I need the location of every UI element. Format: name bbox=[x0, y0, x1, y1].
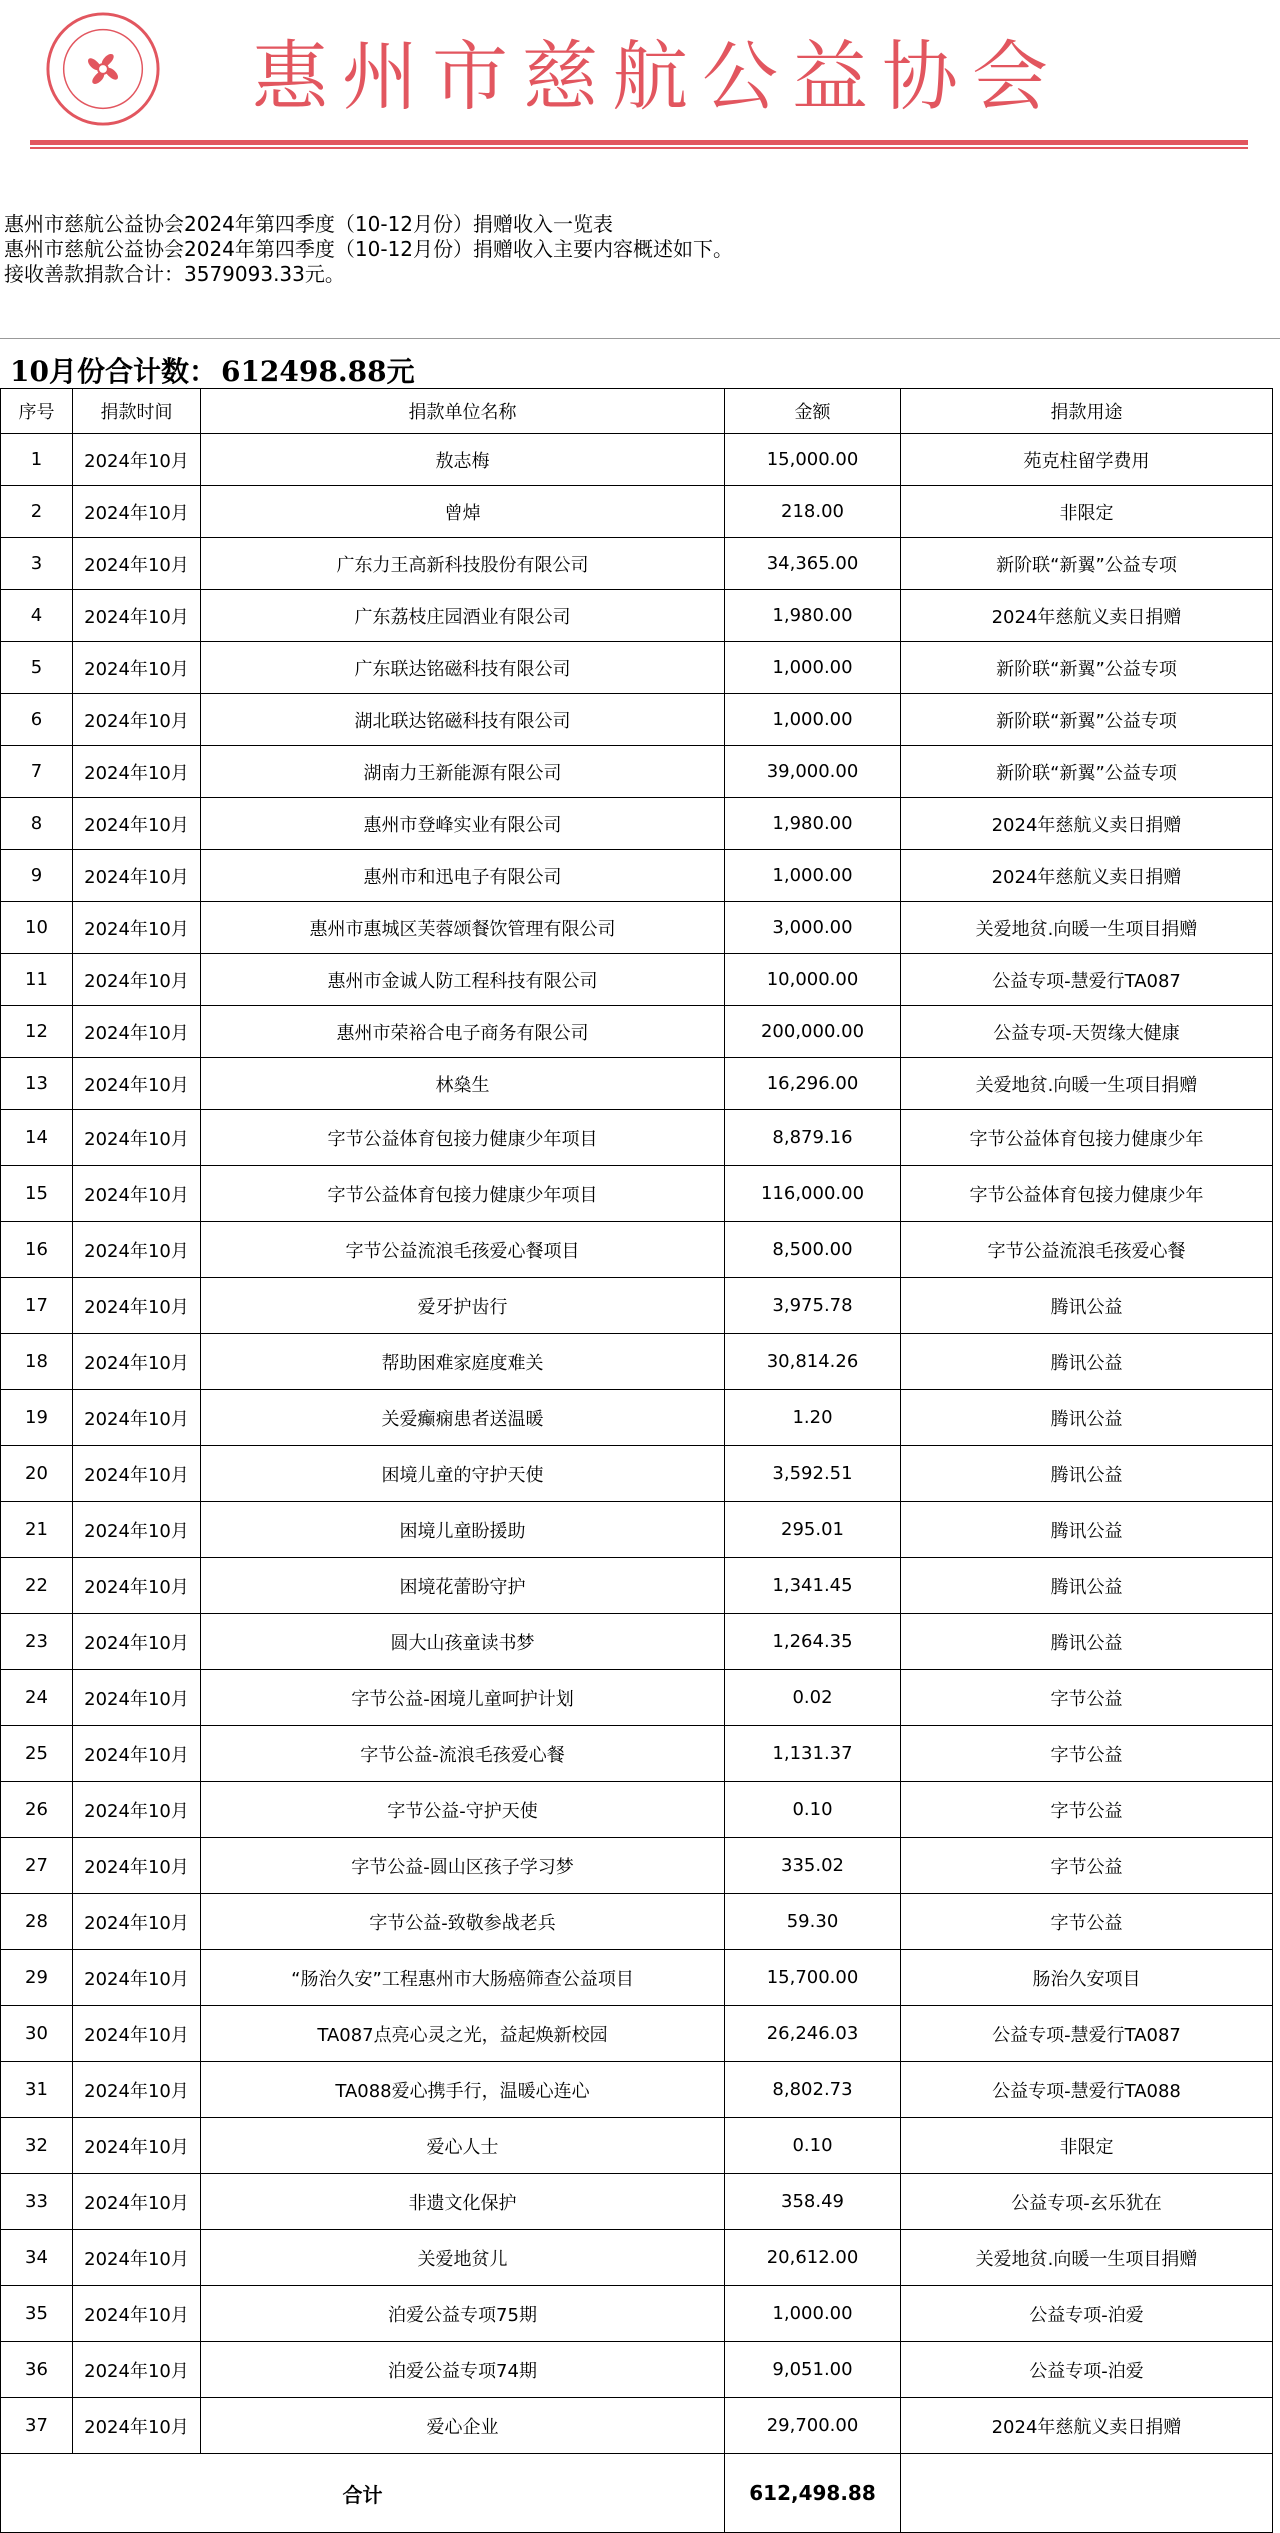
row-donor: 惠州市金诚人防工程科技有限公司 bbox=[201, 954, 725, 1006]
row-seq: 31 bbox=[1, 2062, 73, 2118]
row-donor: 爱心人士 bbox=[201, 2118, 725, 2174]
table-row bbox=[1, 1894, 1273, 1950]
row-amount: 10,000.00 bbox=[725, 954, 901, 1006]
row-seq: 26 bbox=[1, 1782, 73, 1838]
row-donor: 字节公益流浪毛孩爱心餐项目 bbox=[201, 1222, 725, 1278]
row-purpose: 关爱地贫.向暖一生项目捐赠 bbox=[901, 1058, 1273, 1110]
intro-text bbox=[4, 212, 733, 287]
row-donor: 帮助困难家庭度难关 bbox=[201, 1334, 725, 1390]
row-amount: 30,814.26 bbox=[725, 1334, 901, 1390]
row-seq: 28 bbox=[1, 1894, 73, 1950]
row-purpose: 腾讯公益 bbox=[901, 1390, 1273, 1446]
row-purpose: 公益专项-天贺缘大健康 bbox=[901, 1006, 1273, 1058]
row-purpose: 关爱地贫.向暖一生项目捐赠 bbox=[901, 2230, 1273, 2286]
header-amount: 金额 bbox=[725, 389, 901, 434]
table-row bbox=[1, 538, 1273, 590]
row-amount: 16,296.00 bbox=[725, 1058, 901, 1110]
row-amount: 1,000.00 bbox=[725, 850, 901, 902]
row-amount: 29,700.00 bbox=[725, 2398, 901, 2454]
row-purpose: 2024年慈航义卖日捐赠 bbox=[901, 590, 1273, 642]
row-date: 2024年10月 bbox=[73, 2118, 201, 2174]
row-seq: 3 bbox=[1, 538, 73, 590]
table-row bbox=[1, 1058, 1273, 1110]
row-date: 2024年10月 bbox=[73, 746, 201, 798]
row-donor: 字节公益体育包接力健康少年项目 bbox=[201, 1166, 725, 1222]
table-row bbox=[1, 1166, 1273, 1222]
table-row bbox=[1, 1950, 1273, 2006]
row-date: 2024年10月 bbox=[73, 1726, 201, 1782]
row-amount: 15,000.00 bbox=[725, 434, 901, 486]
row-purpose: 字节公益 bbox=[901, 1838, 1273, 1894]
total-empty bbox=[901, 2454, 1273, 2533]
row-donor: 爱心企业 bbox=[201, 2398, 725, 2454]
row-seq: 5 bbox=[1, 642, 73, 694]
row-donor: 惠州市惠城区芙蓉颂餐饮管理有限公司 bbox=[201, 902, 725, 954]
row-donor: 湖北联达铭磁科技有限公司 bbox=[201, 694, 725, 746]
intro-line-2: 惠州市慈航公益协会2024年第四季度（10-12月份）捐赠收入主要内容概述如下。 bbox=[4, 237, 734, 261]
row-donor: 爱牙护齿行 bbox=[201, 1278, 725, 1334]
month-total-label: 10月份合计数： bbox=[10, 355, 217, 388]
header-donor: 捐款单位名称 bbox=[201, 389, 725, 434]
row-purpose: 2024年慈航义卖日捐赠 bbox=[901, 850, 1273, 902]
row-purpose: 非限定 bbox=[901, 486, 1273, 538]
row-date: 2024年10月 bbox=[73, 1222, 201, 1278]
table-row bbox=[1, 1006, 1273, 1058]
table-row bbox=[1, 642, 1273, 694]
row-date: 2024年10月 bbox=[73, 434, 201, 486]
row-seq: 25 bbox=[1, 1726, 73, 1782]
row-seq: 4 bbox=[1, 590, 73, 642]
row-seq: 12 bbox=[1, 1006, 73, 1058]
row-amount: 26,246.03 bbox=[725, 2006, 901, 2062]
row-seq: 33 bbox=[1, 2174, 73, 2230]
row-donor: 字节公益体育包接力健康少年项目 bbox=[201, 1110, 725, 1166]
row-date: 2024年10月 bbox=[73, 1110, 201, 1166]
row-amount: 200,000.00 bbox=[725, 1006, 901, 1058]
row-purpose: 腾讯公益 bbox=[901, 1334, 1273, 1390]
row-amount: 3,000.00 bbox=[725, 902, 901, 954]
table-row bbox=[1, 1502, 1273, 1558]
row-donor: 困境儿童的守护天使 bbox=[201, 1446, 725, 1502]
row-amount: 20,612.00 bbox=[725, 2230, 901, 2286]
table-row bbox=[1, 2174, 1273, 2230]
row-date: 2024年10月 bbox=[73, 694, 201, 746]
row-purpose: 腾讯公益 bbox=[901, 1614, 1273, 1670]
row-date: 2024年10月 bbox=[73, 538, 201, 590]
header-date: 捐款时间 bbox=[73, 389, 201, 434]
row-seq: 22 bbox=[1, 1558, 73, 1614]
row-seq: 14 bbox=[1, 1110, 73, 1166]
row-purpose: 公益专项-泊爱 bbox=[901, 2286, 1273, 2342]
table-row bbox=[1, 954, 1273, 1006]
row-date: 2024年10月 bbox=[73, 2342, 201, 2398]
row-date: 2024年10月 bbox=[73, 2398, 201, 2454]
table-row bbox=[1, 1390, 1273, 1446]
row-donor: 惠州市和迅电子有限公司 bbox=[201, 850, 725, 902]
table-row bbox=[1, 1334, 1273, 1390]
table-row bbox=[1, 590, 1273, 642]
row-date: 2024年10月 bbox=[73, 1278, 201, 1334]
row-purpose: 字节公益 bbox=[901, 1670, 1273, 1726]
row-date: 2024年10月 bbox=[73, 1614, 201, 1670]
row-date: 2024年10月 bbox=[73, 850, 201, 902]
row-seq: 2 bbox=[1, 486, 73, 538]
row-purpose: 字节公益 bbox=[901, 1782, 1273, 1838]
row-date: 2024年10月 bbox=[73, 2062, 201, 2118]
table-row bbox=[1, 1278, 1273, 1334]
row-amount: 0.10 bbox=[725, 1782, 901, 1838]
row-amount: 1.20 bbox=[725, 1390, 901, 1446]
row-amount: 34,365.00 bbox=[725, 538, 901, 590]
row-purpose: 腾讯公益 bbox=[901, 1446, 1273, 1502]
row-seq: 6 bbox=[1, 694, 73, 746]
month-total bbox=[6, 350, 415, 390]
row-purpose: 腾讯公益 bbox=[901, 1278, 1273, 1334]
row-seq: 30 bbox=[1, 2006, 73, 2062]
row-purpose: 新阶联“新翼”公益专项 bbox=[901, 538, 1273, 590]
table-row bbox=[1, 902, 1273, 954]
row-purpose: 字节公益 bbox=[901, 1726, 1273, 1782]
row-purpose: 关爱地贫.向暖一生项目捐赠 bbox=[901, 902, 1273, 954]
donation-table bbox=[0, 388, 1273, 2533]
row-donor: 困境儿童盼援助 bbox=[201, 1502, 725, 1558]
table-row bbox=[1, 1726, 1273, 1782]
row-date: 2024年10月 bbox=[73, 1502, 201, 1558]
row-date: 2024年10月 bbox=[73, 590, 201, 642]
row-amount: 8,802.73 bbox=[725, 2062, 901, 2118]
table-total-row bbox=[1, 2454, 1273, 2533]
row-donor: 字节公益-致敬参战老兵 bbox=[201, 1894, 725, 1950]
row-seq: 17 bbox=[1, 1278, 73, 1334]
row-amount: 3,592.51 bbox=[725, 1446, 901, 1502]
row-seq: 13 bbox=[1, 1058, 73, 1110]
row-amount: 1,131.37 bbox=[725, 1726, 901, 1782]
row-seq: 9 bbox=[1, 850, 73, 902]
row-date: 2024年10月 bbox=[73, 2286, 201, 2342]
row-amount: 1,980.00 bbox=[725, 798, 901, 850]
row-seq: 16 bbox=[1, 1222, 73, 1278]
table-row bbox=[1, 2230, 1273, 2286]
table-row bbox=[1, 2006, 1273, 2062]
association-logo-icon bbox=[44, 10, 162, 128]
row-donor: 湖南力王新能源有限公司 bbox=[201, 746, 725, 798]
row-seq: 29 bbox=[1, 1950, 73, 2006]
row-purpose: 腾讯公益 bbox=[901, 1502, 1273, 1558]
intro-line-1: 惠州市慈航公益协会2024年第四季度（10-12月份）捐赠收入一览表 bbox=[4, 212, 614, 236]
row-date: 2024年10月 bbox=[73, 1894, 201, 1950]
row-donor: TA087点亮心灵之光，益起焕新校园 bbox=[201, 2006, 725, 2062]
table-row bbox=[1, 798, 1273, 850]
row-amount: 1,341.45 bbox=[725, 1558, 901, 1614]
row-amount: 59.30 bbox=[725, 1894, 901, 1950]
row-date: 2024年10月 bbox=[73, 1006, 201, 1058]
row-seq: 35 bbox=[1, 2286, 73, 2342]
header-rule-thin bbox=[30, 147, 1248, 149]
table-row bbox=[1, 850, 1273, 902]
row-donor: 困境花蕾盼守护 bbox=[201, 1558, 725, 1614]
row-amount: 0.02 bbox=[725, 1670, 901, 1726]
row-date: 2024年10月 bbox=[73, 2230, 201, 2286]
table-row bbox=[1, 1838, 1273, 1894]
table-row bbox=[1, 1222, 1273, 1278]
table-row bbox=[1, 2342, 1273, 2398]
row-purpose: 2024年慈航义卖日捐赠 bbox=[901, 798, 1273, 850]
row-date: 2024年10月 bbox=[73, 486, 201, 538]
row-amount: 1,000.00 bbox=[725, 642, 901, 694]
row-purpose: 2024年慈航义卖日捐赠 bbox=[901, 2398, 1273, 2454]
row-amount: 358.49 bbox=[725, 2174, 901, 2230]
month-total-value: 612498.88元 bbox=[220, 355, 415, 388]
row-donor: 敖志梅 bbox=[201, 434, 725, 486]
table-header-row bbox=[1, 389, 1273, 434]
header-seq: 序号 bbox=[1, 389, 73, 434]
row-date: 2024年10月 bbox=[73, 1166, 201, 1222]
row-donor: TA088爱心携手行，温暖心连心 bbox=[201, 2062, 725, 2118]
row-seq: 23 bbox=[1, 1614, 73, 1670]
row-purpose: 苑克柱留学费用 bbox=[901, 434, 1273, 486]
row-date: 2024年10月 bbox=[73, 1446, 201, 1502]
row-amount: 218.00 bbox=[725, 486, 901, 538]
table-row bbox=[1, 1110, 1273, 1166]
row-seq: 11 bbox=[1, 954, 73, 1006]
row-donor: 关爱癫痫患者送温暖 bbox=[201, 1390, 725, 1446]
row-amount: 1,980.00 bbox=[725, 590, 901, 642]
row-purpose: 公益专项-玄乐犹在 bbox=[901, 2174, 1273, 2230]
row-amount: 1,000.00 bbox=[725, 2286, 901, 2342]
table-row bbox=[1, 746, 1273, 798]
row-seq: 7 bbox=[1, 746, 73, 798]
row-date: 2024年10月 bbox=[73, 642, 201, 694]
table-row bbox=[1, 1558, 1273, 1614]
table-row bbox=[1, 1614, 1273, 1670]
row-seq: 24 bbox=[1, 1670, 73, 1726]
row-donor: 惠州市登峰实业有限公司 bbox=[201, 798, 725, 850]
row-donor: 泊爱公益专项74期 bbox=[201, 2342, 725, 2398]
row-seq: 10 bbox=[1, 902, 73, 954]
row-date: 2024年10月 bbox=[73, 902, 201, 954]
table-row bbox=[1, 1782, 1273, 1838]
total-label: 合计 bbox=[1, 2454, 725, 2533]
row-purpose: 新阶联“新翼”公益专项 bbox=[901, 642, 1273, 694]
row-amount: 8,879.16 bbox=[725, 1110, 901, 1166]
row-amount: 3,975.78 bbox=[725, 1278, 901, 1334]
row-seq: 34 bbox=[1, 2230, 73, 2286]
row-seq: 8 bbox=[1, 798, 73, 850]
header-purpose: 捐款用途 bbox=[901, 389, 1273, 434]
row-date: 2024年10月 bbox=[73, 2174, 201, 2230]
header-banner bbox=[0, 0, 1280, 148]
row-amount: 0.10 bbox=[725, 2118, 901, 2174]
row-purpose: 字节公益体育包接力健康少年 bbox=[901, 1166, 1273, 1222]
table-row bbox=[1, 2286, 1273, 2342]
row-donor: 圆大山孩童读书梦 bbox=[201, 1614, 725, 1670]
row-purpose: 新阶联“新翼”公益专项 bbox=[901, 746, 1273, 798]
row-seq: 37 bbox=[1, 2398, 73, 2454]
row-purpose: 公益专项-慧爱行TA087 bbox=[901, 2006, 1273, 2062]
row-donor: 广东联达铭磁科技有限公司 bbox=[201, 642, 725, 694]
row-date: 2024年10月 bbox=[73, 1334, 201, 1390]
table-row bbox=[1, 1670, 1273, 1726]
row-purpose: 公益专项-慧爱行TA088 bbox=[901, 2062, 1273, 2118]
row-date: 2024年10月 bbox=[73, 1390, 201, 1446]
row-purpose: 字节公益体育包接力健康少年 bbox=[901, 1110, 1273, 1166]
org-title: 惠州市慈航公益协会 bbox=[252, 32, 1062, 121]
row-seq: 32 bbox=[1, 2118, 73, 2174]
row-date: 2024年10月 bbox=[73, 1558, 201, 1614]
table-row bbox=[1, 486, 1273, 538]
row-date: 2024年10月 bbox=[73, 1950, 201, 2006]
row-donor: 字节公益-圆山区孩子学习梦 bbox=[201, 1838, 725, 1894]
row-amount: 1,000.00 bbox=[725, 694, 901, 746]
row-amount: 116,000.00 bbox=[725, 1166, 901, 1222]
row-date: 2024年10月 bbox=[73, 2006, 201, 2062]
row-amount: 1,264.35 bbox=[725, 1614, 901, 1670]
row-seq: 1 bbox=[1, 434, 73, 486]
row-amount: 295.01 bbox=[725, 1502, 901, 1558]
row-seq: 18 bbox=[1, 1334, 73, 1390]
divider bbox=[0, 338, 1280, 339]
row-donor: “肠治久安”工程惠州市大肠癌筛查公益项目 bbox=[201, 1950, 725, 2006]
table-row bbox=[1, 694, 1273, 746]
row-amount: 39,000.00 bbox=[725, 746, 901, 798]
row-donor: 曾焯 bbox=[201, 486, 725, 538]
row-purpose: 公益专项-泊爱 bbox=[901, 2342, 1273, 2398]
table-row bbox=[1, 2398, 1273, 2454]
row-purpose: 肠治久安项目 bbox=[901, 1950, 1273, 2006]
header-rule bbox=[30, 140, 1248, 145]
row-donor: 泊爱公益专项75期 bbox=[201, 2286, 725, 2342]
row-date: 2024年10月 bbox=[73, 1838, 201, 1894]
total-value: 612,498.88 bbox=[725, 2454, 901, 2533]
row-date: 2024年10月 bbox=[73, 1782, 201, 1838]
row-purpose: 字节公益 bbox=[901, 1894, 1273, 1950]
row-donor: 非遗文化保护 bbox=[201, 2174, 725, 2230]
table-row bbox=[1, 2062, 1273, 2118]
row-seq: 27 bbox=[1, 1838, 73, 1894]
row-purpose: 公益专项-慧爱行TA087 bbox=[901, 954, 1273, 1006]
row-seq: 20 bbox=[1, 1446, 73, 1502]
intro-line-3: 接收善款捐款合计：3579093.33元。 bbox=[4, 262, 345, 286]
table-body bbox=[1, 434, 1273, 2454]
row-purpose: 字节公益流浪毛孩爱心餐 bbox=[901, 1222, 1273, 1278]
row-donor: 惠州市荣裕合电子商务有限公司 bbox=[201, 1006, 725, 1058]
row-seq: 36 bbox=[1, 2342, 73, 2398]
row-amount: 9,051.00 bbox=[725, 2342, 901, 2398]
row-date: 2024年10月 bbox=[73, 954, 201, 1006]
row-donor: 广东荔枝庄园酒业有限公司 bbox=[201, 590, 725, 642]
row-donor: 广东力王高新科技股份有限公司 bbox=[201, 538, 725, 590]
row-date: 2024年10月 bbox=[73, 1670, 201, 1726]
row-donor: 字节公益-困境儿童呵护计划 bbox=[201, 1670, 725, 1726]
row-purpose: 新阶联“新翼”公益专项 bbox=[901, 694, 1273, 746]
row-purpose: 腾讯公益 bbox=[901, 1558, 1273, 1614]
row-seq: 15 bbox=[1, 1166, 73, 1222]
table-row bbox=[1, 434, 1273, 486]
row-donor: 字节公益-守护天使 bbox=[201, 1782, 725, 1838]
row-donor: 字节公益-流浪毛孩爱心餐 bbox=[201, 1726, 725, 1782]
row-amount: 8,500.00 bbox=[725, 1222, 901, 1278]
row-purpose: 非限定 bbox=[901, 2118, 1273, 2174]
row-amount: 15,700.00 bbox=[725, 1950, 901, 2006]
table-row bbox=[1, 2118, 1273, 2174]
row-amount: 335.02 bbox=[725, 1838, 901, 1894]
row-seq: 19 bbox=[1, 1390, 73, 1446]
row-date: 2024年10月 bbox=[73, 798, 201, 850]
row-seq: 21 bbox=[1, 1502, 73, 1558]
row-date: 2024年10月 bbox=[73, 1058, 201, 1110]
row-donor: 林燊生 bbox=[201, 1058, 725, 1110]
table-row bbox=[1, 1446, 1273, 1502]
row-donor: 关爱地贫儿 bbox=[201, 2230, 725, 2286]
